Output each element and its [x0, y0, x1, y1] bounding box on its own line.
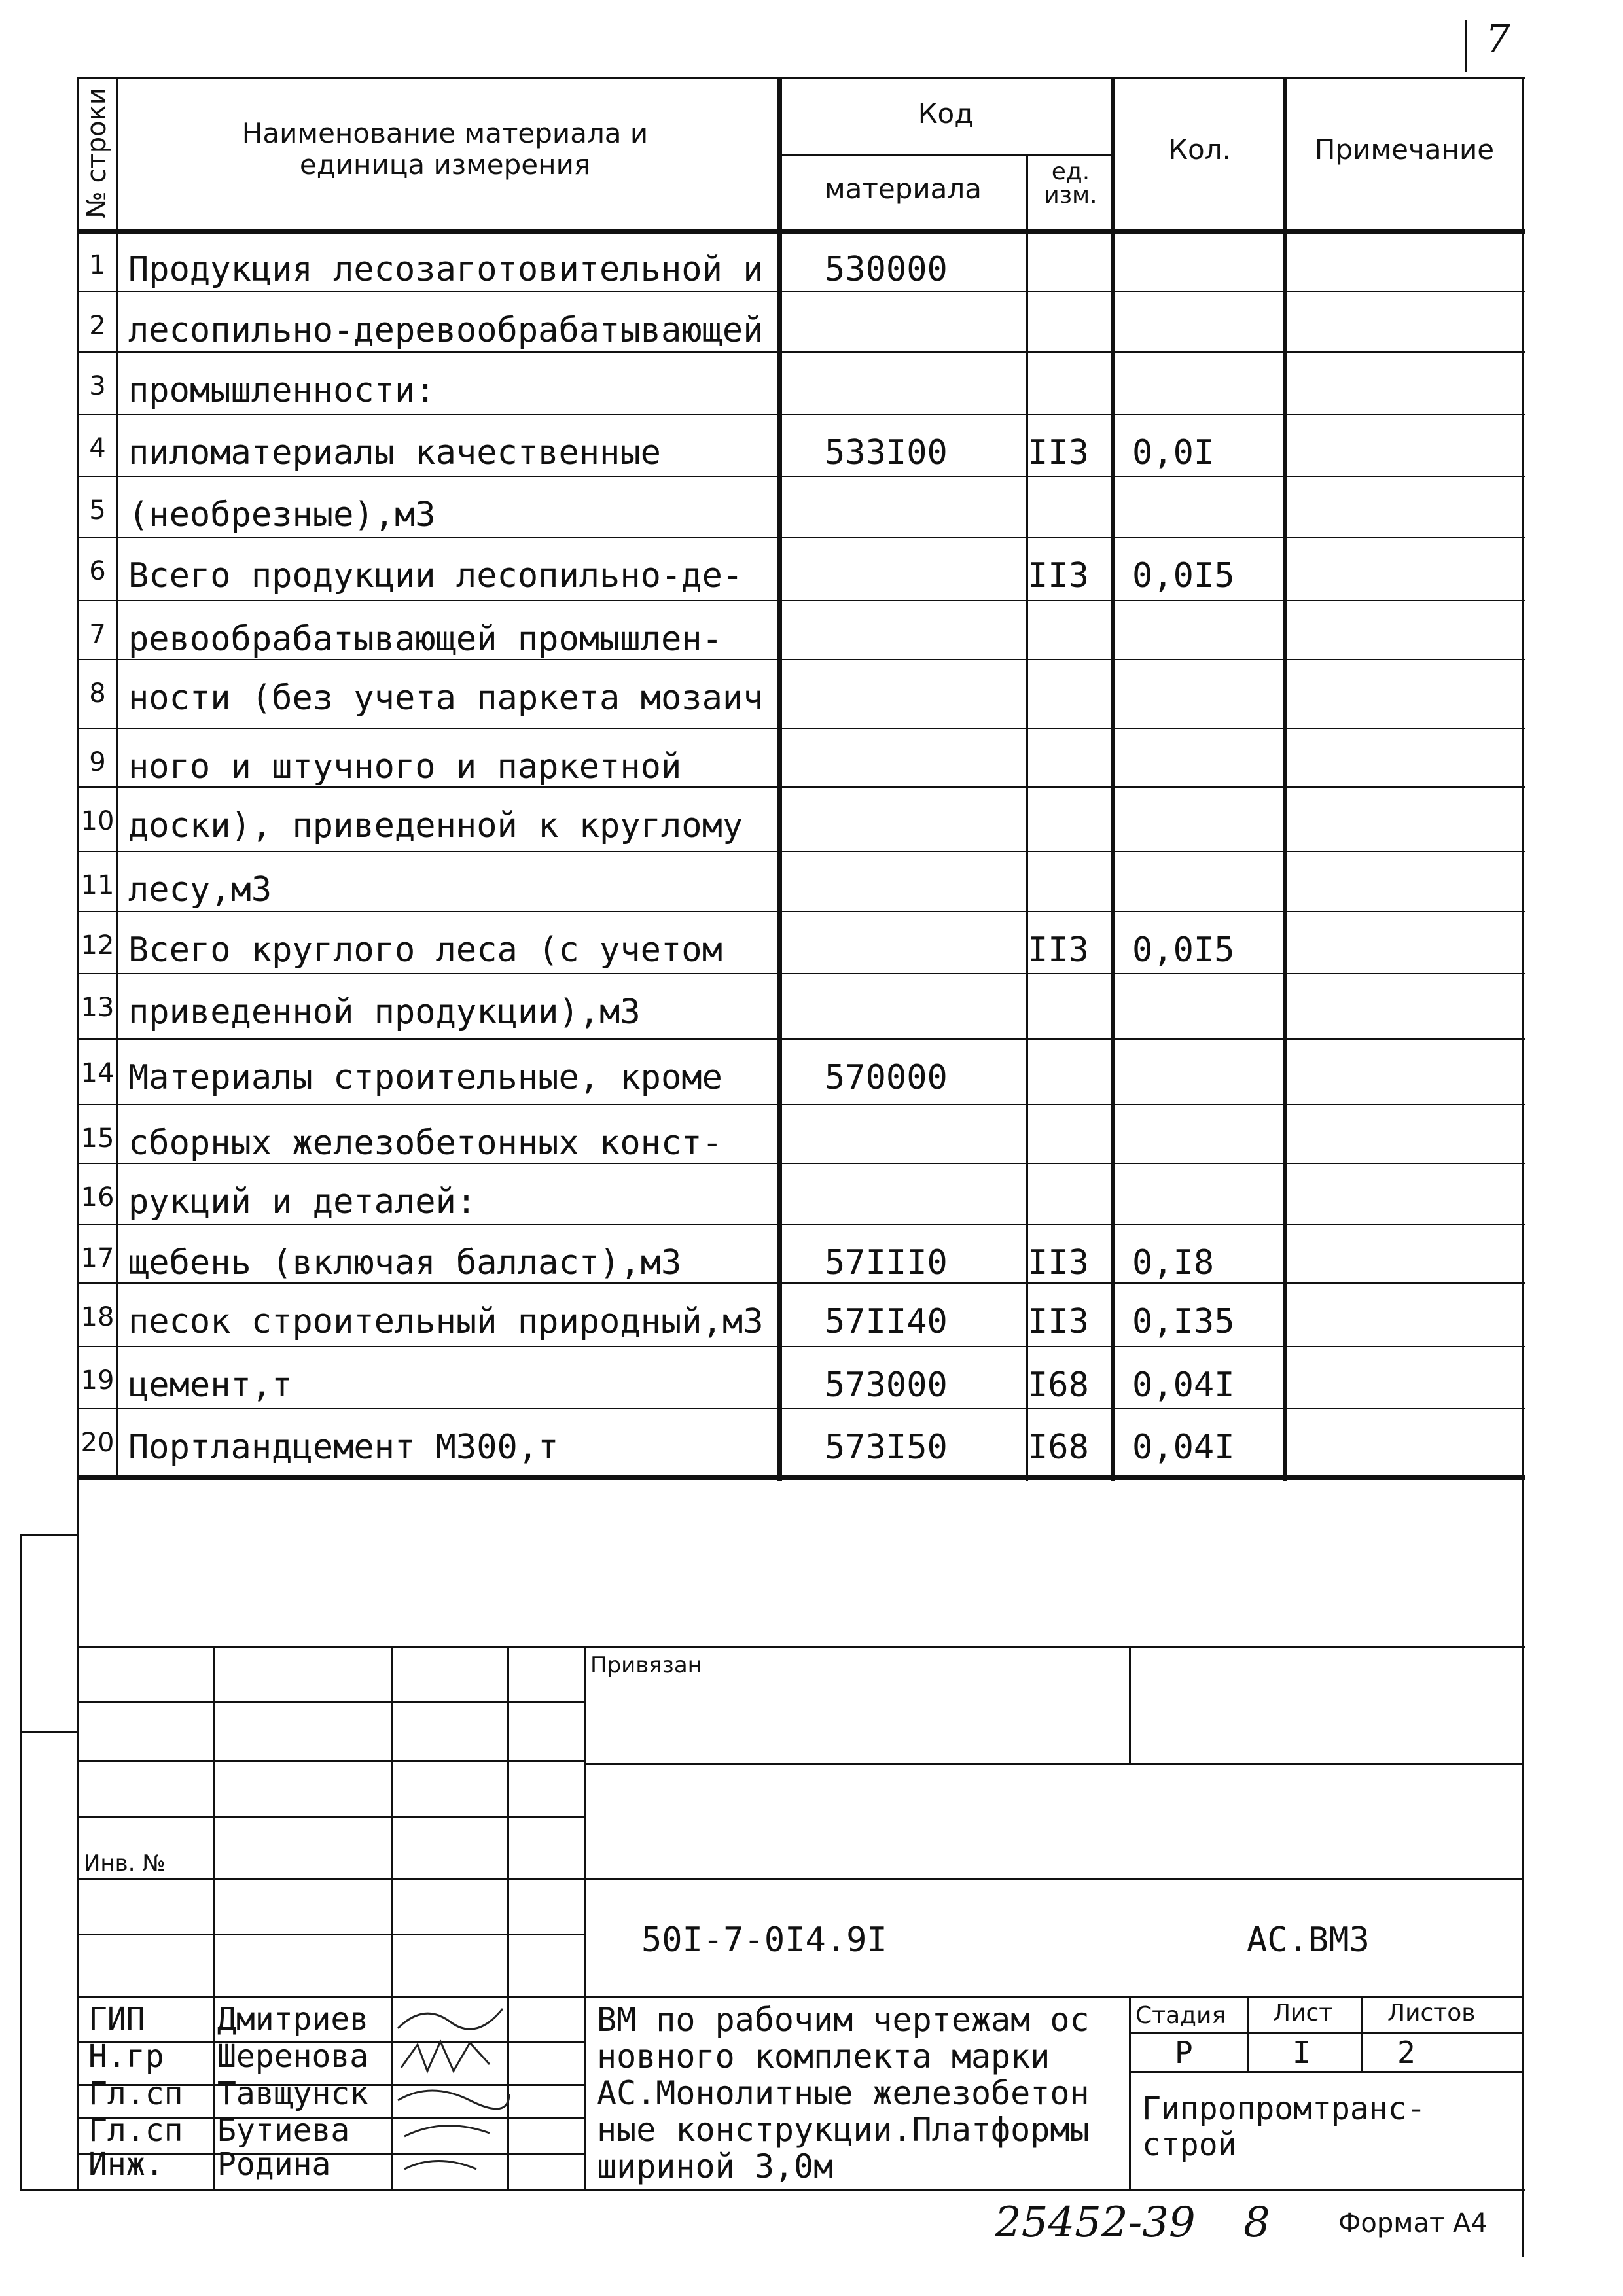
material-name: пиломатериалы качественные: [128, 433, 661, 472]
row-number: 2: [89, 311, 106, 341]
sheet-label: Лист: [1273, 2000, 1333, 2026]
signatory-name: Тавщунск: [217, 2075, 369, 2112]
row-number: 4: [89, 433, 106, 463]
paper-format: Формат А4: [1338, 2208, 1488, 2238]
row-number: 17: [80, 1243, 115, 1273]
material-name: лесу,м3: [128, 870, 272, 910]
signatory-role: Н.гр: [88, 2038, 164, 2075]
material-code: 57II40: [825, 1302, 948, 1341]
material-name: щебень (включая балласт),м3: [128, 1243, 682, 1282]
stage-value: Р: [1175, 2035, 1193, 2070]
sheet-value: I: [1293, 2035, 1311, 2070]
material-name: Продукция лесозаготовительной и: [128, 250, 764, 289]
signatory-name: Дмитриев: [217, 2001, 369, 2038]
quantity: 0,0I5: [1132, 930, 1235, 970]
row-number: 3: [89, 371, 106, 401]
unit-code: II3: [1027, 433, 1089, 472]
material-name: (необрезные),м3: [128, 495, 436, 535]
row-number: 11: [80, 870, 115, 900]
material-code: 57III0: [825, 1243, 948, 1282]
material-name: промышленности:: [128, 371, 436, 410]
handwritten-number: 25452-39: [995, 2199, 1196, 2247]
quantity: 0,I8: [1132, 1243, 1215, 1282]
material-name: рукций и деталей:: [128, 1182, 477, 1222]
note-header: Примечание: [1314, 133, 1495, 166]
quantity: 0,I35: [1132, 1302, 1235, 1341]
privyazan-label: Привязан: [590, 1652, 702, 1678]
row-number: 6: [89, 556, 106, 586]
inventory-number-label: Инв. №: [84, 1850, 166, 1877]
row-number: 7: [89, 620, 106, 650]
unit-code: I68: [1027, 1366, 1089, 1405]
material-name: Материалы строительные, кроме: [128, 1058, 722, 1097]
corner-mark: [1465, 20, 1467, 72]
row-number: 13: [80, 993, 115, 1023]
material-name: Всего круглого леса (с учетом: [128, 930, 722, 970]
signatory-name: Бутиева: [217, 2112, 350, 2149]
title-line: АС.Монолитные железобетон: [597, 2074, 1090, 2112]
material-code: 533I00: [825, 433, 948, 472]
material-name: Всего продукции лесопильно-де-: [128, 556, 743, 595]
signatory-name: Родина: [217, 2146, 331, 2183]
material-name: доски), приведенной к круглому: [128, 806, 743, 845]
unit-code: II3: [1027, 1302, 1089, 1341]
quantity: 0,04I: [1132, 1428, 1235, 1467]
quantity: 0,0I: [1132, 433, 1215, 472]
row-number: 14: [80, 1058, 115, 1088]
organization-line-1: Гипропромтранс-: [1142, 2091, 1426, 2127]
row-number: 5: [89, 495, 106, 525]
unit-code: II3: [1027, 556, 1089, 595]
row-number: 19: [80, 1366, 115, 1396]
material-name: лесопильно-деревообрабатывающей: [128, 311, 764, 350]
signatory-role: ГИП: [88, 2001, 145, 2038]
signatory-name: Шеренова: [217, 2038, 369, 2075]
unit-code: II3: [1027, 930, 1089, 970]
page-number: 7: [1486, 16, 1511, 62]
code-material-header: материала: [824, 173, 982, 205]
signatory-role: Гл.сп: [88, 2075, 183, 2112]
material-name: приведенной продукции),м3: [128, 993, 641, 1032]
material-code: 573I50: [825, 1428, 948, 1467]
material-name: Портландцемент М300,т: [128, 1428, 559, 1467]
document-code: 50I-7-0I4.9I: [641, 1920, 887, 1960]
signatory-role: Гл.сп: [88, 2112, 183, 2149]
quantity: 0,0I5: [1132, 556, 1235, 595]
row-number: 1: [89, 250, 106, 280]
quantity-header: Кол.: [1168, 133, 1231, 166]
row-number: 15: [80, 1123, 115, 1154]
sheets-value: 2: [1397, 2035, 1416, 2070]
material-name: цемент,т: [128, 1366, 293, 1405]
code-column-header: Код: [918, 97, 974, 130]
row-number-header: № строки: [82, 88, 112, 219]
row-number: 20: [80, 1428, 115, 1458]
material-code: 570000: [825, 1058, 948, 1097]
row-number: 9: [89, 747, 106, 777]
row-number: 10: [80, 806, 115, 836]
document-mark: АС.ВМЗ: [1247, 1920, 1370, 1960]
title-line: ВМ по рабочим чертежам ос: [597, 2001, 1090, 2039]
material-code: 530000: [825, 250, 948, 289]
sheets-label: Листов: [1387, 2000, 1476, 2026]
signatory-role: Инж.: [88, 2146, 164, 2183]
title-line: шириной 3,0м: [597, 2147, 834, 2185]
material-name: ного и штучного и паркетной: [128, 747, 682, 786]
handwritten-page: 8: [1243, 2199, 1270, 2247]
row-number: 12: [80, 930, 115, 961]
title-line: ные конструкции.Платформы: [597, 2111, 1090, 2149]
title-line: новного комплекта марки: [597, 2038, 1050, 2075]
signature-marks: [391, 1996, 516, 2192]
material-code: 573000: [825, 1366, 948, 1405]
row-number: 18: [80, 1302, 115, 1332]
material-name: песок строительный природный,м3: [128, 1302, 764, 1341]
organization-line-2: строй: [1142, 2127, 1237, 2163]
material-name: ревообрабатывающей промышлен-: [128, 620, 722, 659]
material-name: ности (без учета паркета мозаич: [128, 679, 764, 718]
name-column-header: Наименование материала и единица измерения: [241, 117, 649, 181]
row-number: 16: [80, 1182, 115, 1212]
quantity: 0,04I: [1132, 1366, 1235, 1405]
code-unit-header: ед. изм.: [1044, 158, 1097, 209]
row-number: 8: [89, 679, 106, 709]
stage-label: Стадия: [1135, 2002, 1226, 2029]
unit-code: II3: [1027, 1243, 1089, 1282]
unit-code: I68: [1027, 1428, 1089, 1467]
material-name: сборных железобетонных конст-: [128, 1123, 722, 1163]
